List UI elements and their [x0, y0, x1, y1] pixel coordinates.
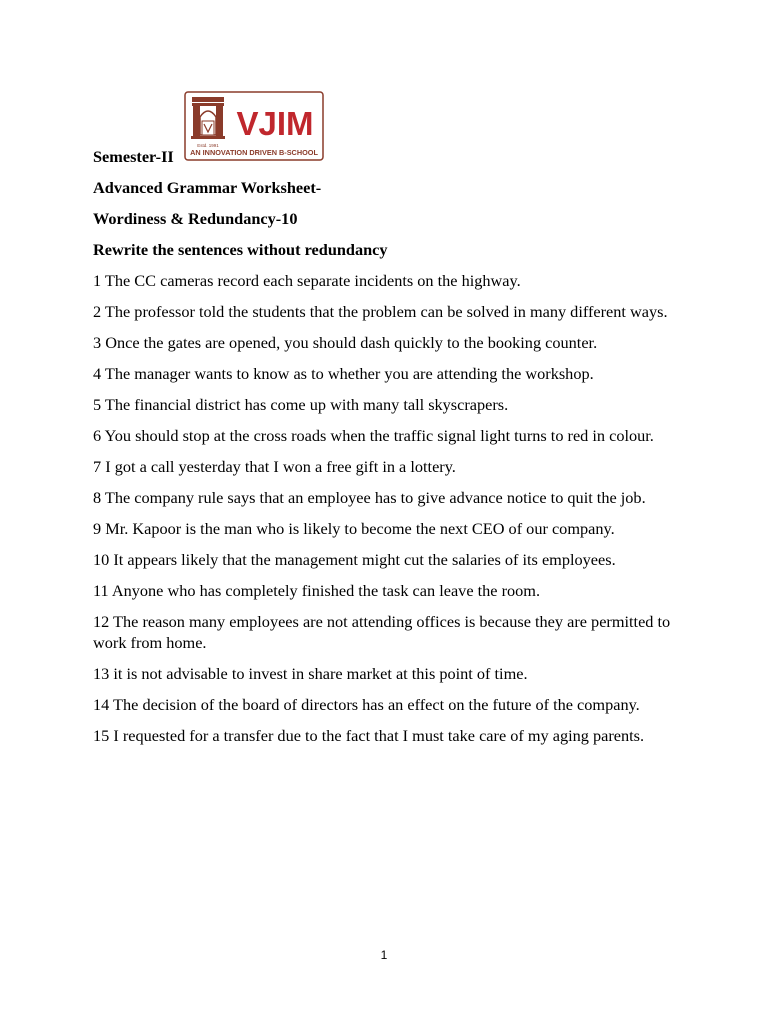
worksheet-subtitle: Wordiness & Redundancy-10 — [93, 209, 298, 228]
question-item: 9 Mr. Kapoor is the man who is likely to become the next CEO of our company. — [93, 519, 615, 538]
question-item: 13 it is not advisable to invest in share market at this point of time. — [93, 664, 528, 683]
question-item: 11 Anyone who has completely finished the task can leave the room. — [93, 581, 541, 600]
page-number: 1 — [380, 948, 388, 962]
worksheet-title: Advanced Grammar Worksheet- — [93, 178, 322, 197]
question-item: 5 The financial district has come up with many tall skyscrapers. — [93, 395, 509, 414]
question-item: 4 The manager wants to know as to whether you are attending the workshop. — [93, 364, 594, 383]
question-item: 14 The decision of the board of directors has an effect on the future of the company. — [93, 695, 640, 714]
svg-text:Estd. 1991: Estd. 1991 — [197, 143, 219, 148]
question-item: 8 The company rule says that an employee has to give advance notice to quit the job. — [93, 488, 646, 507]
worksheet-content — [93, 146, 683, 746]
question-item: 2 The professor told the students that the problem can be solved in many different ways. — [93, 302, 668, 321]
question-item: 1 The CC cameras record each separate incidents on the highway. — [93, 271, 521, 290]
question-item: 10 It appears likely that the management might cut the salaries of its employees. — [93, 550, 616, 569]
question-item: 12 The reason many employees are not attending offices is because they are permitted to work from home. — [93, 612, 671, 652]
worksheet-instruction: Rewrite the sentences without redundancy — [93, 240, 388, 259]
question-item: 6 You should stop at the cross roads when the traffic signal light turns to red in colour. — [93, 426, 654, 445]
question-item: 15 I requested for a transfer due to the fact that I must take care of my aging parents. — [93, 726, 645, 745]
svg-text:VJIM: VJIM — [236, 105, 314, 142]
semester-label: Semester-II — [93, 147, 174, 166]
question-item: 3 Once the gates are opened, you should dash quickly to the booking counter. — [93, 333, 598, 352]
question-item: 7 I got a call yesterday that I won a free gift in a lottery. — [93, 457, 456, 476]
svg-text:AN INNOVATION DRIVEN B-SCHOOL: AN INNOVATION DRIVEN B-SCHOOL — [190, 148, 318, 157]
